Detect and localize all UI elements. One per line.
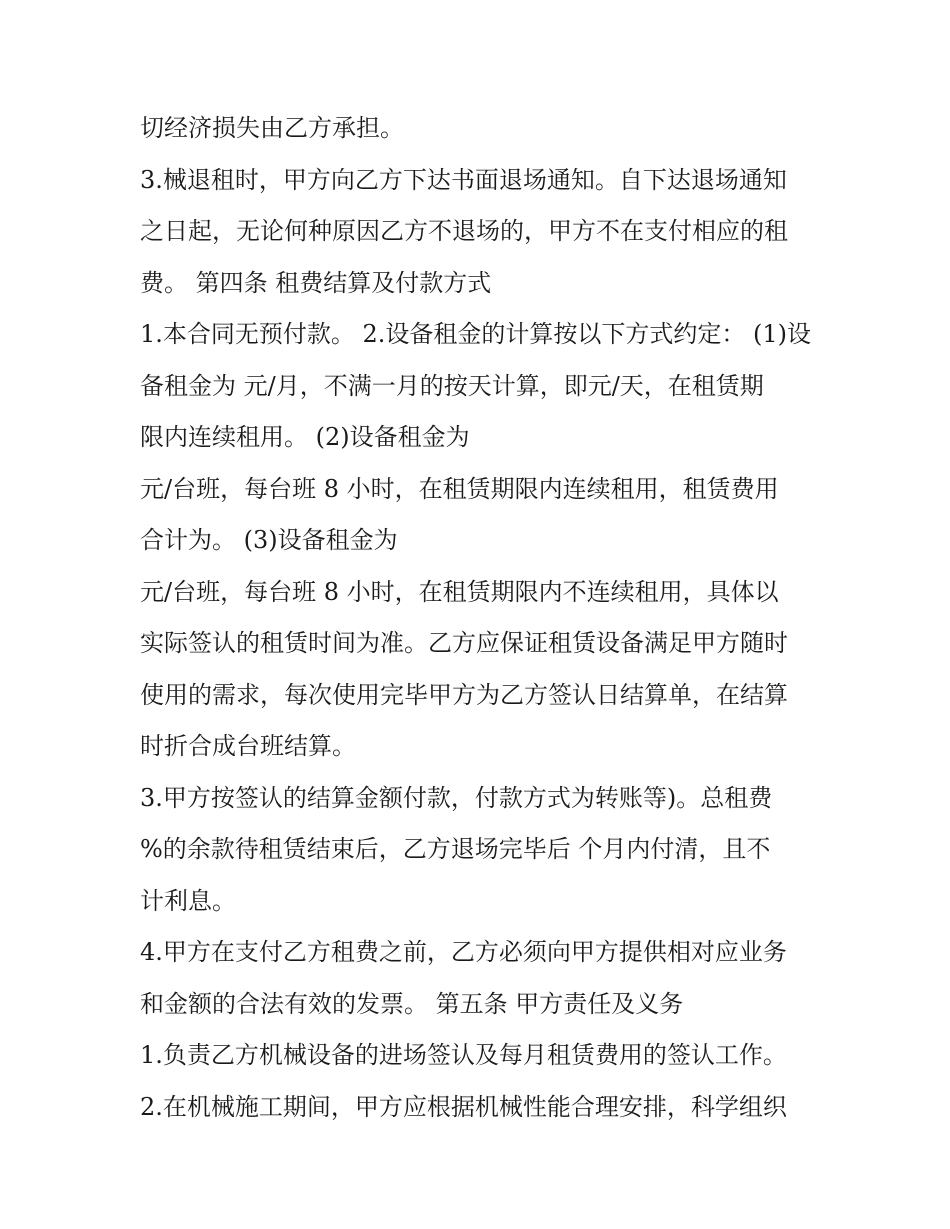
text-line: 限内连续租用。 (2)设备租金为 <box>140 423 470 451</box>
text-line: 切经济损失由乙方承担。 <box>140 114 404 142</box>
text-line: 元/台班，每台班 8 小时，在租赁期限内连续租用，租赁费用 <box>140 474 779 503</box>
text-line: 1.本合同无预付款。 2.设备租金的计算按以下方式约定： (1)设 <box>140 320 812 348</box>
contract-text <box>140 103 830 1133</box>
text-line: 使用的需求，每次使用完毕甲方为乙方签认日结算单，在结算 <box>140 680 788 709</box>
text-line: 1.负责乙方机械设备的进场签认及每月租赁费用的签认工作。 <box>140 1041 787 1069</box>
text-line: 备租金为 元/月，不满一月的按天计算，即元/天，在租赁期 <box>140 371 764 400</box>
text-line: %的余款待租赁结束后，乙方退场完毕后 个月内付清，且不 <box>140 835 771 863</box>
text-line: 时折合成台班结算。 <box>140 732 356 760</box>
text-line: 和金额的合法有效的发票。 第五条 甲方责任及义务 <box>140 989 684 1018</box>
text-line: 之日起，无论何种原因乙方不退场的，甲方不在支付相应的租 <box>140 217 788 245</box>
text-line: 4.甲方在支付乙方租费之前，乙方必须向甲方提供相对应业务 <box>140 938 787 966</box>
text-line: 2.在机械施工期间，甲方应根据机械性能合理安排，科学组织 <box>140 1092 787 1121</box>
text-line: 实际签认的租赁时间为准。乙方应保证租赁设备满足甲方随时 <box>140 629 788 657</box>
text-line: 3.甲方按签认的结算金额付款，付款方式为转账等)。总租费 <box>140 783 773 812</box>
text-line: 费。 第四条 租费结算及付款方式 <box>140 268 492 297</box>
text-line: 元/台班，每台班 8 小时，在租赁期限内不连续租用，具体以 <box>140 577 779 606</box>
text-line: 合计为。 (3)设备租金为 <box>140 526 398 554</box>
text-line: 计利息。 <box>140 886 236 915</box>
text-line: 3.械退租时，甲方向乙方下达书面退场通知。自下达退场通知 <box>140 165 787 194</box>
